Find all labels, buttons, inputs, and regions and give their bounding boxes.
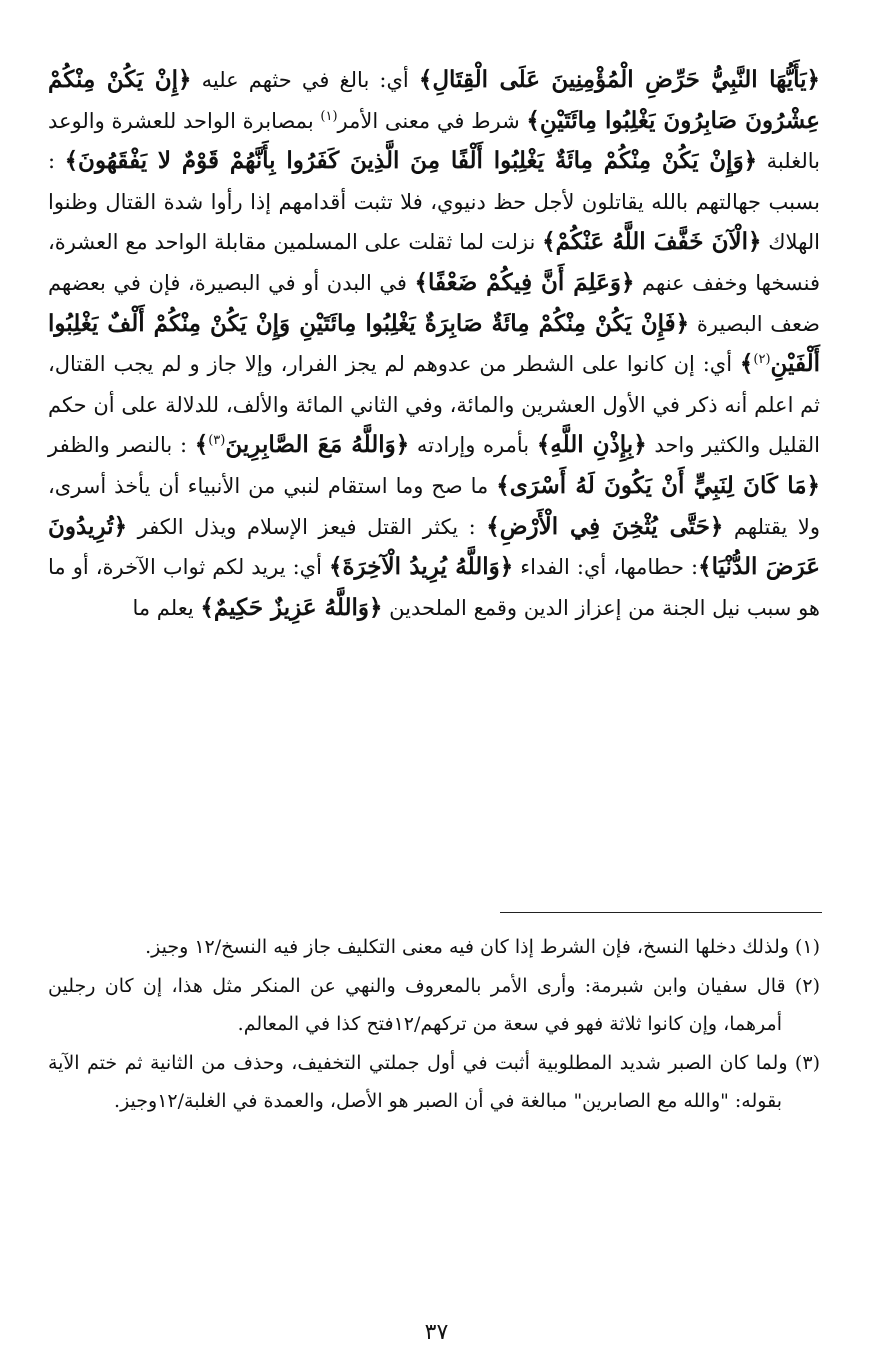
quran-verse: ﴿وَاللَّهُ يُرِيدُ الْآخِرَةَ﴾: [329, 553, 514, 581]
quran-verse: ﴿مَا كَانَ لِنَبِيٍّ أَنْ يَكُونَ لَهُ أَسْرَى﴾: [496, 471, 820, 499]
footnote-separator: [500, 912, 822, 913]
commentary-text: ما صح وما استقام لنبي من الأنبياء أن يأخذ أسرى، ولا يقتلهم: [48, 473, 820, 539]
footnotes-section: [48, 928, 820, 1121]
quran-verse: ﴿إِنْ يَكُنْ مِنْكُمْ عِشْرُونَ صَابِرُونَ يَغْلِبُوا مِائَتَيْنِ﴾: [48, 66, 821, 134]
quran-verse: ﴿حَتَّى يُثْخِنَ فِي الْأَرْضِ﴾: [486, 512, 724, 540]
quran-verse: ﴿وَاللَّهُ مَعَ الصَّابِرِينَ: [225, 431, 410, 459]
footnote-1: (١) ولذلك دخلها النسخ، فإن الشرط إذا كان فيه معنى التكليف جاز فيه النسخ/١٢ وجيز.: [145, 936, 820, 958]
page-number: ٣٧: [424, 1320, 449, 1345]
commentary-text: أي: إن كانوا على الشطر من عدوهم لم يجز الفرار، وإلا جاز و لم يجب القتال، ثم اعلم أنه ذكر في الأول العشرين والمائة، وفي الثاني المائة والألف، للدلالة على أن حكم القليل والكثير واحد: [48, 352, 820, 458]
commentary-text: نزلت لما ثقلت على المسلمين مقابلة الواحد مع العشرة، فنسخها وخفف عنهم: [48, 230, 820, 295]
quran-verse: ﴿فَإِنْ يَكُنْ مِنْكُمْ مِائَةٌ صَابِرَةٌ يَغْلِبُوا مِائَتَيْنِ وَإِنْ يَكُنْ مِنْكُمْ أَلْفٌ يَغْلِبُوا أَلْفَيْنِ: [48, 309, 820, 378]
commentary-text: : يكثر القتل فيعز الإسلام ويذل الكفر: [127, 514, 487, 539]
commentary-text: بمصابرة الواحد للعشرة والوعد بالغلبة: [48, 108, 820, 174]
commentary-text: بأمره وإرادته: [409, 433, 537, 458]
commentary-text: يعلم ما: [132, 595, 201, 620]
quran-verse: ﴿يَأَيُّهَا النَّبِيُّ حَرِّضِ الْمُؤْمِنِينَ عَلَى الْقِتَالِ﴾: [418, 66, 821, 93]
quran-verse: ﴿بِإِذْنِ اللَّهِ﴾: [536, 431, 647, 459]
quran-verse: ﴾: [739, 350, 754, 378]
quran-verse: ﴿وَعَلِمَ أَنَّ فِيكُمْ ضَعْفًا﴾: [414, 268, 635, 296]
quran-verse: ﴿الْآنَ خَفَّفَ اللَّهُ عَنْكُمْ﴾: [542, 228, 762, 256]
commentary-text: أي: بالغ في حثهم عليه: [191, 68, 419, 92]
footnote-reference: (١): [320, 108, 338, 124]
commentary-text: أي: يريد لكم ثواب الآخرة، أو ما هو سبب نيل الجنة من إعزاز الدين وقمع الملحدين: [48, 555, 820, 620]
commentary-text: في البدن أو في البصيرة، فإن في بعضهم ضعف البصيرة: [48, 270, 820, 336]
footnote-reference: (٢): [753, 352, 771, 368]
commentary-text: : بسبب جهالتهم بالله يقاتلون لأجل حظ دنيوي، فلا تثبت أقدامهم إذا رأوا شدة القتال وظنوا الهلاك: [48, 149, 820, 255]
commentary-text: شرط في معنى الأمر: [337, 108, 527, 133]
quran-verse: ﴾: [194, 431, 209, 459]
footnote-3: (٣) ولما كان الصبر شديد المطلوبية أثبت في أول جملتي التخفيف، وحذف من الثانية ثم ختم الآية بقوله: "والله مع الصابرين" مبالغة في أن الصبر هو الأصل، والعمدة في الغلبة/١٢وجيز.: [48, 1052, 820, 1112]
commentary-text: : بالنصر والظفر: [48, 433, 195, 458]
main-text-body: [48, 60, 820, 628]
quran-verse: ﴿وَاللَّهُ عَزِيزٌ حَكِيمٌ﴾: [200, 593, 383, 621]
footnote-2: (٢) قال سفيان وابن شبرمة: وأرى الأمر بالمعروف والنهي عن المنكر مثل هذا، إن كان رجلين أمرهما، وإن كانوا ثلاثة فهو في سعة من تركهم/١٢فتح كذا في المعالم.: [48, 975, 820, 1035]
footnote-reference: (٣): [208, 433, 226, 449]
quran-verse: ﴿تُرِيدُونَ عَرَضَ الدُّنْيَا﴾: [48, 512, 821, 581]
quran-verse: ﴿وَإِنْ يَكُنْ مِنْكُمْ مِائَةٌ يَغْلِبُوا أَلْفًا مِنَ الَّذِينَ كَفَرُوا بِأَنَّهُمْ قَوْمٌ لا يَفْقَهُونَ﴾: [64, 147, 758, 175]
commentary-text: : حطامها، أي: الفداء: [513, 555, 699, 580]
